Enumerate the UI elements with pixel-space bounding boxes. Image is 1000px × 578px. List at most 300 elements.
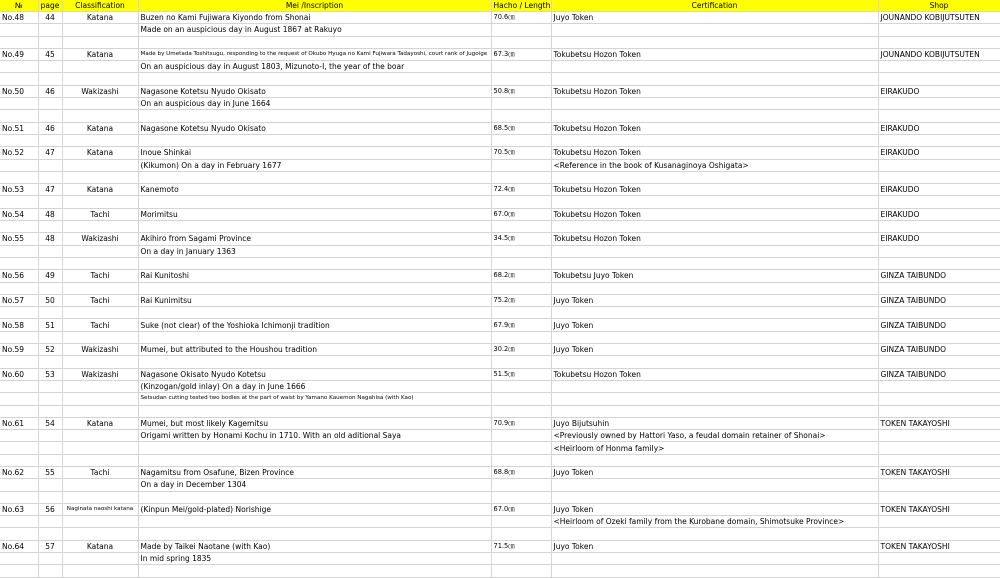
cell-length — [491, 491, 551, 503]
header-row — [0, 0, 1000, 12]
cell-mei: Made by Taikei Naotane (with Kao) — [138, 540, 491, 552]
table-row-continuation — [0, 393, 1000, 405]
cell-shop: EIRAKUDO — [878, 208, 1000, 220]
table-row-continuation — [0, 356, 1000, 368]
cell-no — [0, 393, 38, 405]
cell-shop — [878, 565, 1000, 577]
cell-mei — [138, 307, 491, 319]
cell-no — [0, 405, 38, 417]
cell-page: 44 — [38, 12, 62, 24]
cell-classification: Katana — [62, 48, 138, 60]
cell-mei — [138, 257, 491, 269]
cell-shop — [878, 98, 1000, 110]
cell-shop: EIRAKUDO — [878, 233, 1000, 245]
cell-length: 67.9㎝ — [491, 319, 551, 331]
table-row — [0, 344, 1000, 356]
cell-classification — [62, 73, 138, 85]
cell-no — [0, 257, 38, 269]
cell-certification — [551, 221, 878, 233]
table-row-continuation — [0, 331, 1000, 343]
cell-mei — [138, 221, 491, 233]
cell-mei: (Kinpun Mei/gold-plated) Norishige — [138, 503, 491, 515]
cell-certification — [551, 307, 878, 319]
cell-mei: Buzen no Kami Fujiwara Kiyondo from Shonai — [138, 12, 491, 24]
cell-mei — [138, 565, 491, 577]
cell-no — [0, 307, 38, 319]
cell-shop — [878, 61, 1000, 73]
table-row — [0, 233, 1000, 245]
cell-page — [38, 331, 62, 343]
cell-no — [0, 491, 38, 503]
cell-page — [38, 356, 62, 368]
cell-classification — [62, 282, 138, 294]
header-no: № — [0, 0, 38, 12]
cell-shop: TOKEN TAKAYOSHI — [878, 417, 1000, 429]
cell-mei — [138, 171, 491, 183]
cell-page — [38, 393, 62, 405]
cell-length — [491, 307, 551, 319]
cell-page — [38, 553, 62, 565]
cell-certification: Tokubetsu Hozon Token — [551, 85, 878, 97]
cell-certification — [551, 282, 878, 294]
cell-certification: Tokubetsu Hozon Token — [551, 208, 878, 220]
cell-shop: GINZA TAIBUNDO — [878, 319, 1000, 331]
cell-page: 46 — [38, 85, 62, 97]
cell-certification — [551, 134, 878, 146]
table-row — [0, 122, 1000, 134]
table-row-continuation — [0, 442, 1000, 454]
table-row-continuation — [0, 516, 1000, 528]
cell-mei — [138, 405, 491, 417]
cell-length — [491, 380, 551, 392]
cell-page — [38, 110, 62, 122]
cell-no — [0, 553, 38, 565]
table-row — [0, 208, 1000, 220]
cell-length: 68.8㎝ — [491, 466, 551, 478]
cell-length — [491, 516, 551, 528]
cell-length: 68.2㎝ — [491, 270, 551, 282]
cell-shop — [878, 491, 1000, 503]
cell-length — [491, 528, 551, 540]
cell-certification: Tokubetsu Hozon Token — [551, 48, 878, 60]
cell-shop — [878, 454, 1000, 466]
table-row-continuation — [0, 36, 1000, 48]
cell-certification — [551, 171, 878, 183]
cell-length: 67.0㎝ — [491, 503, 551, 515]
cell-length — [491, 36, 551, 48]
cell-length — [491, 565, 551, 577]
cell-mei — [138, 516, 491, 528]
cell-classification — [62, 356, 138, 368]
cell-page — [38, 134, 62, 146]
cell-length — [491, 479, 551, 491]
cell-shop — [878, 553, 1000, 565]
cell-no — [0, 380, 38, 392]
cell-no: No.58 — [0, 319, 38, 331]
cell-page — [38, 528, 62, 540]
cell-classification: Wakizashi — [62, 368, 138, 380]
cell-mei: Nagasone Okisato Nyudo Kotetsu — [138, 368, 491, 380]
cell-certification: <Heirloom of Honma family> — [551, 442, 878, 454]
table-row — [0, 540, 1000, 552]
table-row — [0, 48, 1000, 60]
cell-mei: Suke (not clear) of the Yoshioka Ichimonji tradition — [138, 319, 491, 331]
cell-page — [38, 36, 62, 48]
cell-page — [38, 479, 62, 491]
cell-page — [38, 307, 62, 319]
table-row-continuation — [0, 171, 1000, 183]
table-row-continuation — [0, 430, 1000, 442]
cell-page — [38, 196, 62, 208]
cell-page: 52 — [38, 344, 62, 356]
cell-page — [38, 405, 62, 417]
cell-classification — [62, 221, 138, 233]
cell-mei — [138, 36, 491, 48]
cell-page: 56 — [38, 503, 62, 515]
cell-shop — [878, 36, 1000, 48]
table-row — [0, 184, 1000, 196]
cell-shop: EIRAKUDO — [878, 122, 1000, 134]
cell-shop — [878, 196, 1000, 208]
cell-page — [38, 442, 62, 454]
cell-certification — [551, 110, 878, 122]
cell-mei — [138, 331, 491, 343]
cell-classification: Wakizashi — [62, 85, 138, 97]
cell-shop: TOKEN TAKAYOSHI — [878, 466, 1000, 478]
table-row — [0, 147, 1000, 159]
cell-page — [38, 516, 62, 528]
cell-length: 30.2㎝ — [491, 344, 551, 356]
cell-certification — [551, 245, 878, 257]
cell-shop: EIRAKUDO — [878, 184, 1000, 196]
header-mei: Mei /Inscription — [138, 0, 491, 12]
cell-shop — [878, 430, 1000, 442]
cell-length — [491, 430, 551, 442]
cell-certification: Juyo Token — [551, 344, 878, 356]
cell-length: 67.3㎝ — [491, 48, 551, 60]
cell-certification: Tokubetsu Hozon Token — [551, 147, 878, 159]
cell-classification — [62, 98, 138, 110]
cell-shop — [878, 257, 1000, 269]
cell-mei — [138, 528, 491, 540]
cell-classification — [62, 491, 138, 503]
cell-certification — [551, 73, 878, 85]
cell-page: 48 — [38, 233, 62, 245]
cell-length — [491, 393, 551, 405]
cell-no: No.50 — [0, 85, 38, 97]
cell-mei — [138, 73, 491, 85]
cell-no: No.52 — [0, 147, 38, 159]
cell-page — [38, 282, 62, 294]
cell-mei: On an auspicious day in June 1664 — [138, 98, 491, 110]
cell-length: 34.5㎝ — [491, 233, 551, 245]
cell-certification — [551, 36, 878, 48]
cell-certification — [551, 98, 878, 110]
cell-shop: JOUNANDO KOBIJUTSUTEN — [878, 12, 1000, 24]
cell-page — [38, 159, 62, 171]
cell-page — [38, 24, 62, 36]
cell-classification: Naginata naoshi katana — [62, 503, 138, 515]
cell-mei: Mumei, but attributed to the Houshou tradition — [138, 344, 491, 356]
cell-no — [0, 356, 38, 368]
cell-length: 70.5㎝ — [491, 147, 551, 159]
cell-page — [38, 491, 62, 503]
cell-length: 72.4㎝ — [491, 184, 551, 196]
cell-mei: (Kikumon) On a day in February 1677 — [138, 159, 491, 171]
cell-shop: GINZA TAIBUNDO — [878, 368, 1000, 380]
cell-length — [491, 159, 551, 171]
cell-length — [491, 134, 551, 146]
table-row-continuation — [0, 73, 1000, 85]
table-row-continuation — [0, 196, 1000, 208]
cell-classification — [62, 36, 138, 48]
cell-length: 50.8㎝ — [491, 85, 551, 97]
cell-certification: Juyo Token — [551, 294, 878, 306]
cell-page — [38, 98, 62, 110]
table-row-continuation — [0, 98, 1000, 110]
cell-certification: Juyo Token — [551, 12, 878, 24]
cell-length — [491, 61, 551, 73]
header-certification: Certification — [551, 0, 878, 12]
cell-certification: Tokubetsu Hozon Token — [551, 122, 878, 134]
cell-mei — [138, 491, 491, 503]
cell-no: No.59 — [0, 344, 38, 356]
cell-classification — [62, 257, 138, 269]
cell-mei: On a day in January 1363 — [138, 245, 491, 257]
cell-page — [38, 61, 62, 73]
cell-length — [491, 405, 551, 417]
cell-certification — [551, 528, 878, 540]
header-page: page — [38, 0, 62, 12]
table-row-continuation — [0, 405, 1000, 417]
cell-classification: Tachi — [62, 466, 138, 478]
table-row-continuation — [0, 553, 1000, 565]
cell-no — [0, 282, 38, 294]
cell-mei: Rai Kunitoshi — [138, 270, 491, 282]
cell-certification: Juyo Token — [551, 319, 878, 331]
cell-no — [0, 24, 38, 36]
cell-page: 46 — [38, 122, 62, 134]
cell-length — [491, 442, 551, 454]
cell-page: 47 — [38, 147, 62, 159]
cell-mei: Made by Umetada Toshitsugu, responding to the request of Okubo Hyuga no Kami Fujiwara Tadayoshi, court rank of Jugoige — [138, 48, 491, 60]
cell-no — [0, 454, 38, 466]
cell-no: No.49 — [0, 48, 38, 60]
cell-no: No.64 — [0, 540, 38, 552]
table-row-continuation — [0, 61, 1000, 73]
cell-shop — [878, 110, 1000, 122]
cell-certification: Tokubetsu Juyo Token — [551, 270, 878, 282]
cell-classification — [62, 516, 138, 528]
cell-page — [38, 565, 62, 577]
cell-classification: Katana — [62, 12, 138, 24]
cell-no: No.60 — [0, 368, 38, 380]
cell-classification — [62, 553, 138, 565]
table-row-continuation — [0, 221, 1000, 233]
table-row-continuation — [0, 282, 1000, 294]
cell-no: No.62 — [0, 466, 38, 478]
cell-certification — [551, 380, 878, 392]
cell-no — [0, 331, 38, 343]
cell-classification — [62, 528, 138, 540]
cell-certification: <Heirloom of Ozeki family from the Kurobane domain, Shimotsuke Province> — [551, 516, 878, 528]
cell-mei — [138, 196, 491, 208]
cell-page: 57 — [38, 540, 62, 552]
cell-no: No.57 — [0, 294, 38, 306]
cell-page — [38, 257, 62, 269]
cell-page: 48 — [38, 208, 62, 220]
cell-mei: Mumei, but most likely Kagemitsu — [138, 417, 491, 429]
cell-shop — [878, 171, 1000, 183]
cell-no: No.51 — [0, 122, 38, 134]
table-row — [0, 466, 1000, 478]
cell-certification: <Previously owned by Hattori Yaso, a feudal domain retainer of Shonai> — [551, 430, 878, 442]
cell-no — [0, 196, 38, 208]
cell-length — [491, 553, 551, 565]
cell-classification: Tachi — [62, 208, 138, 220]
cell-page — [38, 171, 62, 183]
table-row-continuation — [0, 245, 1000, 257]
table-row-continuation — [0, 380, 1000, 392]
cell-classification — [62, 479, 138, 491]
cell-shop — [878, 405, 1000, 417]
cell-mei: On an auspicious day in August 1803, Mizunoto-I, the year of the boar — [138, 61, 491, 73]
cell-classification: Wakizashi — [62, 344, 138, 356]
cell-classification: Katana — [62, 184, 138, 196]
cell-page: 50 — [38, 294, 62, 306]
cell-shop — [878, 307, 1000, 319]
cell-classification — [62, 405, 138, 417]
table-row-continuation — [0, 110, 1000, 122]
cell-classification — [62, 171, 138, 183]
cell-certification — [551, 393, 878, 405]
cell-classification — [62, 196, 138, 208]
cell-length — [491, 196, 551, 208]
table-row-continuation — [0, 307, 1000, 319]
cell-length: 70.9㎝ — [491, 417, 551, 429]
cell-classification — [62, 61, 138, 73]
cell-classification — [62, 430, 138, 442]
cell-length: 71.5㎝ — [491, 540, 551, 552]
cell-certification — [551, 565, 878, 577]
cell-length — [491, 110, 551, 122]
cell-no — [0, 159, 38, 171]
table-row-continuation — [0, 491, 1000, 503]
cell-mei: In mid spring 1835 — [138, 553, 491, 565]
cell-no: No.48 — [0, 12, 38, 24]
cell-no: No.54 — [0, 208, 38, 220]
cell-shop: GINZA TAIBUNDO — [878, 270, 1000, 282]
table-row — [0, 319, 1000, 331]
cell-shop — [878, 245, 1000, 257]
cell-certification — [551, 356, 878, 368]
table-row-continuation — [0, 479, 1000, 491]
cell-length: 75.2㎝ — [491, 294, 551, 306]
cell-page: 55 — [38, 466, 62, 478]
cell-length — [491, 282, 551, 294]
cell-no — [0, 110, 38, 122]
cell-page: 45 — [38, 48, 62, 60]
cell-page — [38, 454, 62, 466]
cell-mei: Origami written by Honami Kochu in 1710. With an old aditional Saya — [138, 430, 491, 442]
cell-length — [491, 331, 551, 343]
cell-classification — [62, 24, 138, 36]
cell-classification — [62, 565, 138, 577]
cell-certification — [551, 257, 878, 269]
cell-certification — [551, 24, 878, 36]
table-row-continuation — [0, 159, 1000, 171]
cell-certification — [551, 454, 878, 466]
cell-page: 47 — [38, 184, 62, 196]
table-row — [0, 368, 1000, 380]
cell-mei: Morimitsu — [138, 208, 491, 220]
table-row — [0, 294, 1000, 306]
cell-classification: Tachi — [62, 294, 138, 306]
cell-shop — [878, 24, 1000, 36]
cell-no — [0, 442, 38, 454]
cell-shop: JOUNANDO KOBIJUTSUTEN — [878, 48, 1000, 60]
cell-mei — [138, 442, 491, 454]
cell-no — [0, 73, 38, 85]
cell-certification — [551, 61, 878, 73]
cell-mei: On a day in December 1304 — [138, 479, 491, 491]
cell-classification — [62, 442, 138, 454]
cell-shop — [878, 159, 1000, 171]
cell-certification — [551, 331, 878, 343]
cell-no — [0, 171, 38, 183]
cell-certification: Tokubetsu Hozon Token — [551, 184, 878, 196]
cell-no — [0, 430, 38, 442]
cell-certification: Juyo Token — [551, 540, 878, 552]
cell-shop — [878, 516, 1000, 528]
table-row-continuation — [0, 454, 1000, 466]
cell-page — [38, 430, 62, 442]
cell-length: 67.0㎝ — [491, 208, 551, 220]
cell-no — [0, 565, 38, 577]
cell-no: No.56 — [0, 270, 38, 282]
cell-classification: Tachi — [62, 270, 138, 282]
cell-no — [0, 516, 38, 528]
cell-page: 51 — [38, 319, 62, 331]
cell-no — [0, 479, 38, 491]
cell-mei: Inoue Shinkai — [138, 147, 491, 159]
cell-no — [0, 245, 38, 257]
cell-classification: Katana — [62, 147, 138, 159]
cell-no — [0, 134, 38, 146]
cell-certification: Juyo Token — [551, 503, 878, 515]
cell-classification — [62, 134, 138, 146]
cell-no — [0, 528, 38, 540]
cell-mei — [138, 356, 491, 368]
cell-length — [491, 257, 551, 269]
cell-classification — [62, 331, 138, 343]
cell-classification — [62, 307, 138, 319]
cell-length: 68.5㎝ — [491, 122, 551, 134]
cell-classification: Katana — [62, 417, 138, 429]
cell-shop — [878, 73, 1000, 85]
cell-classification — [62, 380, 138, 392]
cell-certification: Tokubetsu Hozon Token — [551, 233, 878, 245]
cell-length — [491, 73, 551, 85]
cell-classification: Tachi — [62, 319, 138, 331]
cell-mei: Nagasone Kotetsu Nyudo Okisato — [138, 122, 491, 134]
cell-no: No.53 — [0, 184, 38, 196]
cell-mei — [138, 134, 491, 146]
cell-shop — [878, 393, 1000, 405]
cell-classification: Katana — [62, 540, 138, 552]
table-row — [0, 85, 1000, 97]
cell-shop — [878, 221, 1000, 233]
